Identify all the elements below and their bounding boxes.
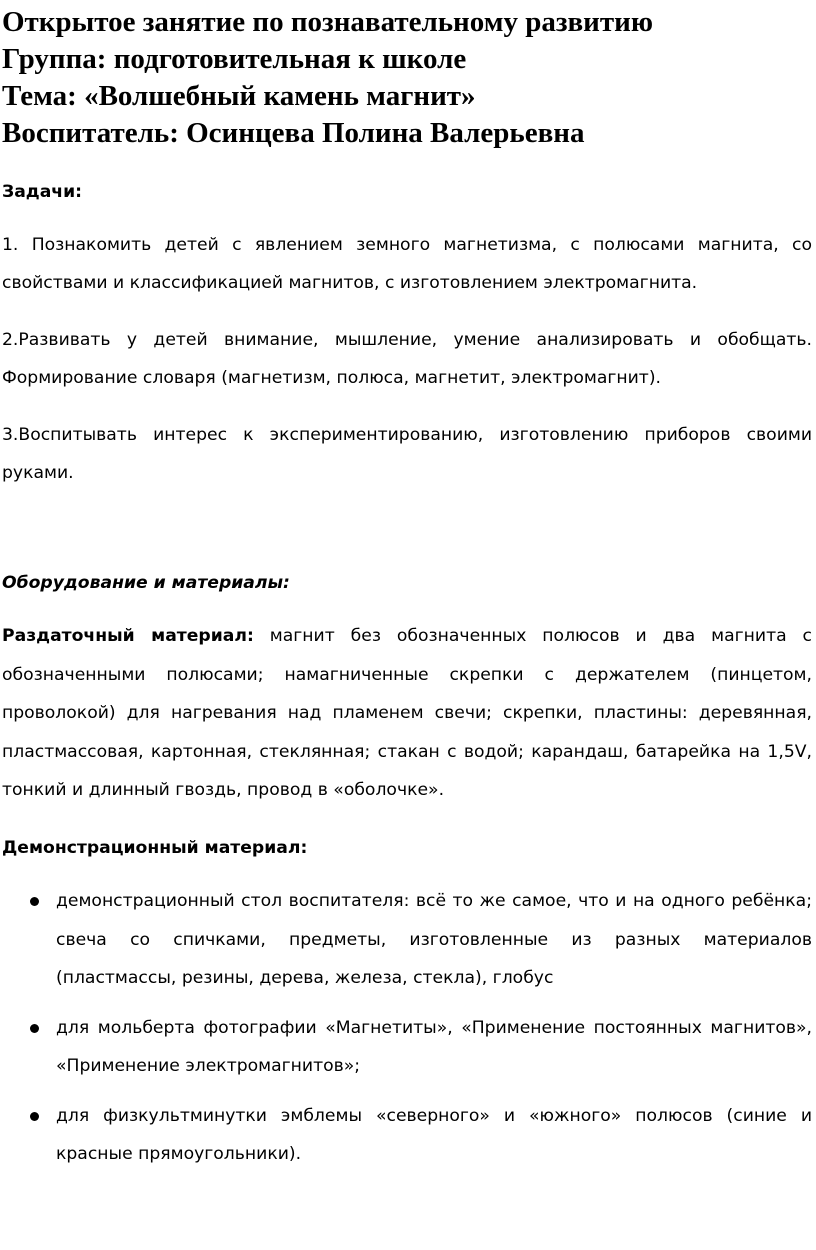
tasks-heading: Задачи: (2, 182, 83, 202)
demo-item-text: для физкультминутки эмблемы «северного» и «южного» полюсов (синие и красные прямоугольники). (56, 1105, 812, 1164)
lesson-title: Открытое занятие по познавательному развитию (2, 6, 653, 38)
demo-list (0, 882, 812, 1185)
handout-label: Раздаточный материал: (2, 626, 254, 646)
demo-item-text: для мольберта фотографии «Магнетиты», «Применение постоянных магнитов», «Применение электромагнитов»; (56, 1017, 812, 1076)
demo-item-text: демонстрационный стол воспитателя: всё то же самое, что и на одного ребёнка; свеча со спичками, предметы, изготовленные из разных материалов (пластмассы, резины, дерева, железа, стекла), глобус (56, 891, 812, 988)
task-item-3: 3.Воспитывать интерес к экспериментированию, изготовлению приборов своими руками. (2, 425, 812, 483)
demo-heading: Демонстрационный материал: (2, 838, 308, 858)
group-line: Группа: подготовительная к школе (2, 43, 467, 75)
task-item-1: 1. Познакомить детей с явлением земного магнетизма, с полюсами магнита, со свойствами и классификацией магнитов, с изготовлением электромагнита. (2, 235, 812, 293)
list-item (0, 882, 812, 998)
bullet-icon (30, 1112, 39, 1121)
bullet-icon (30, 1024, 39, 1033)
list-item (0, 1009, 812, 1086)
handout-paragraph (2, 617, 812, 810)
topic-line: Тема: «Волшебный камень магнит» (2, 80, 476, 112)
task-item-2: 2.Развивать у детей внимание, мышление, умение анализировать и обобщать. Формирование словаря (магнетизм, полюса, магнетит, электромагнит). (2, 330, 812, 388)
teacher-line: Воспитатель: Осинцева Полина Валерьевна (2, 117, 585, 149)
handout-text: магнит без обозначенных полюсов и два магнита с обозначенными полюсами; намагниченные скрепки с держателем (пинцетом, проволокой) для нагревания над пламенем свечи; скрепки, пластины: деревянная, пластмассовая, картонная, стеклянная; стакан с водой; карандаш, батарейка на 1,5V, тонкий и длинный гвоздь, провод в «оболочке». (2, 626, 812, 800)
list-item (0, 1097, 812, 1174)
document-header (2, 0, 812, 152)
bullet-icon (30, 897, 39, 906)
equipment-heading: Оборудование и материалы: (2, 573, 290, 593)
